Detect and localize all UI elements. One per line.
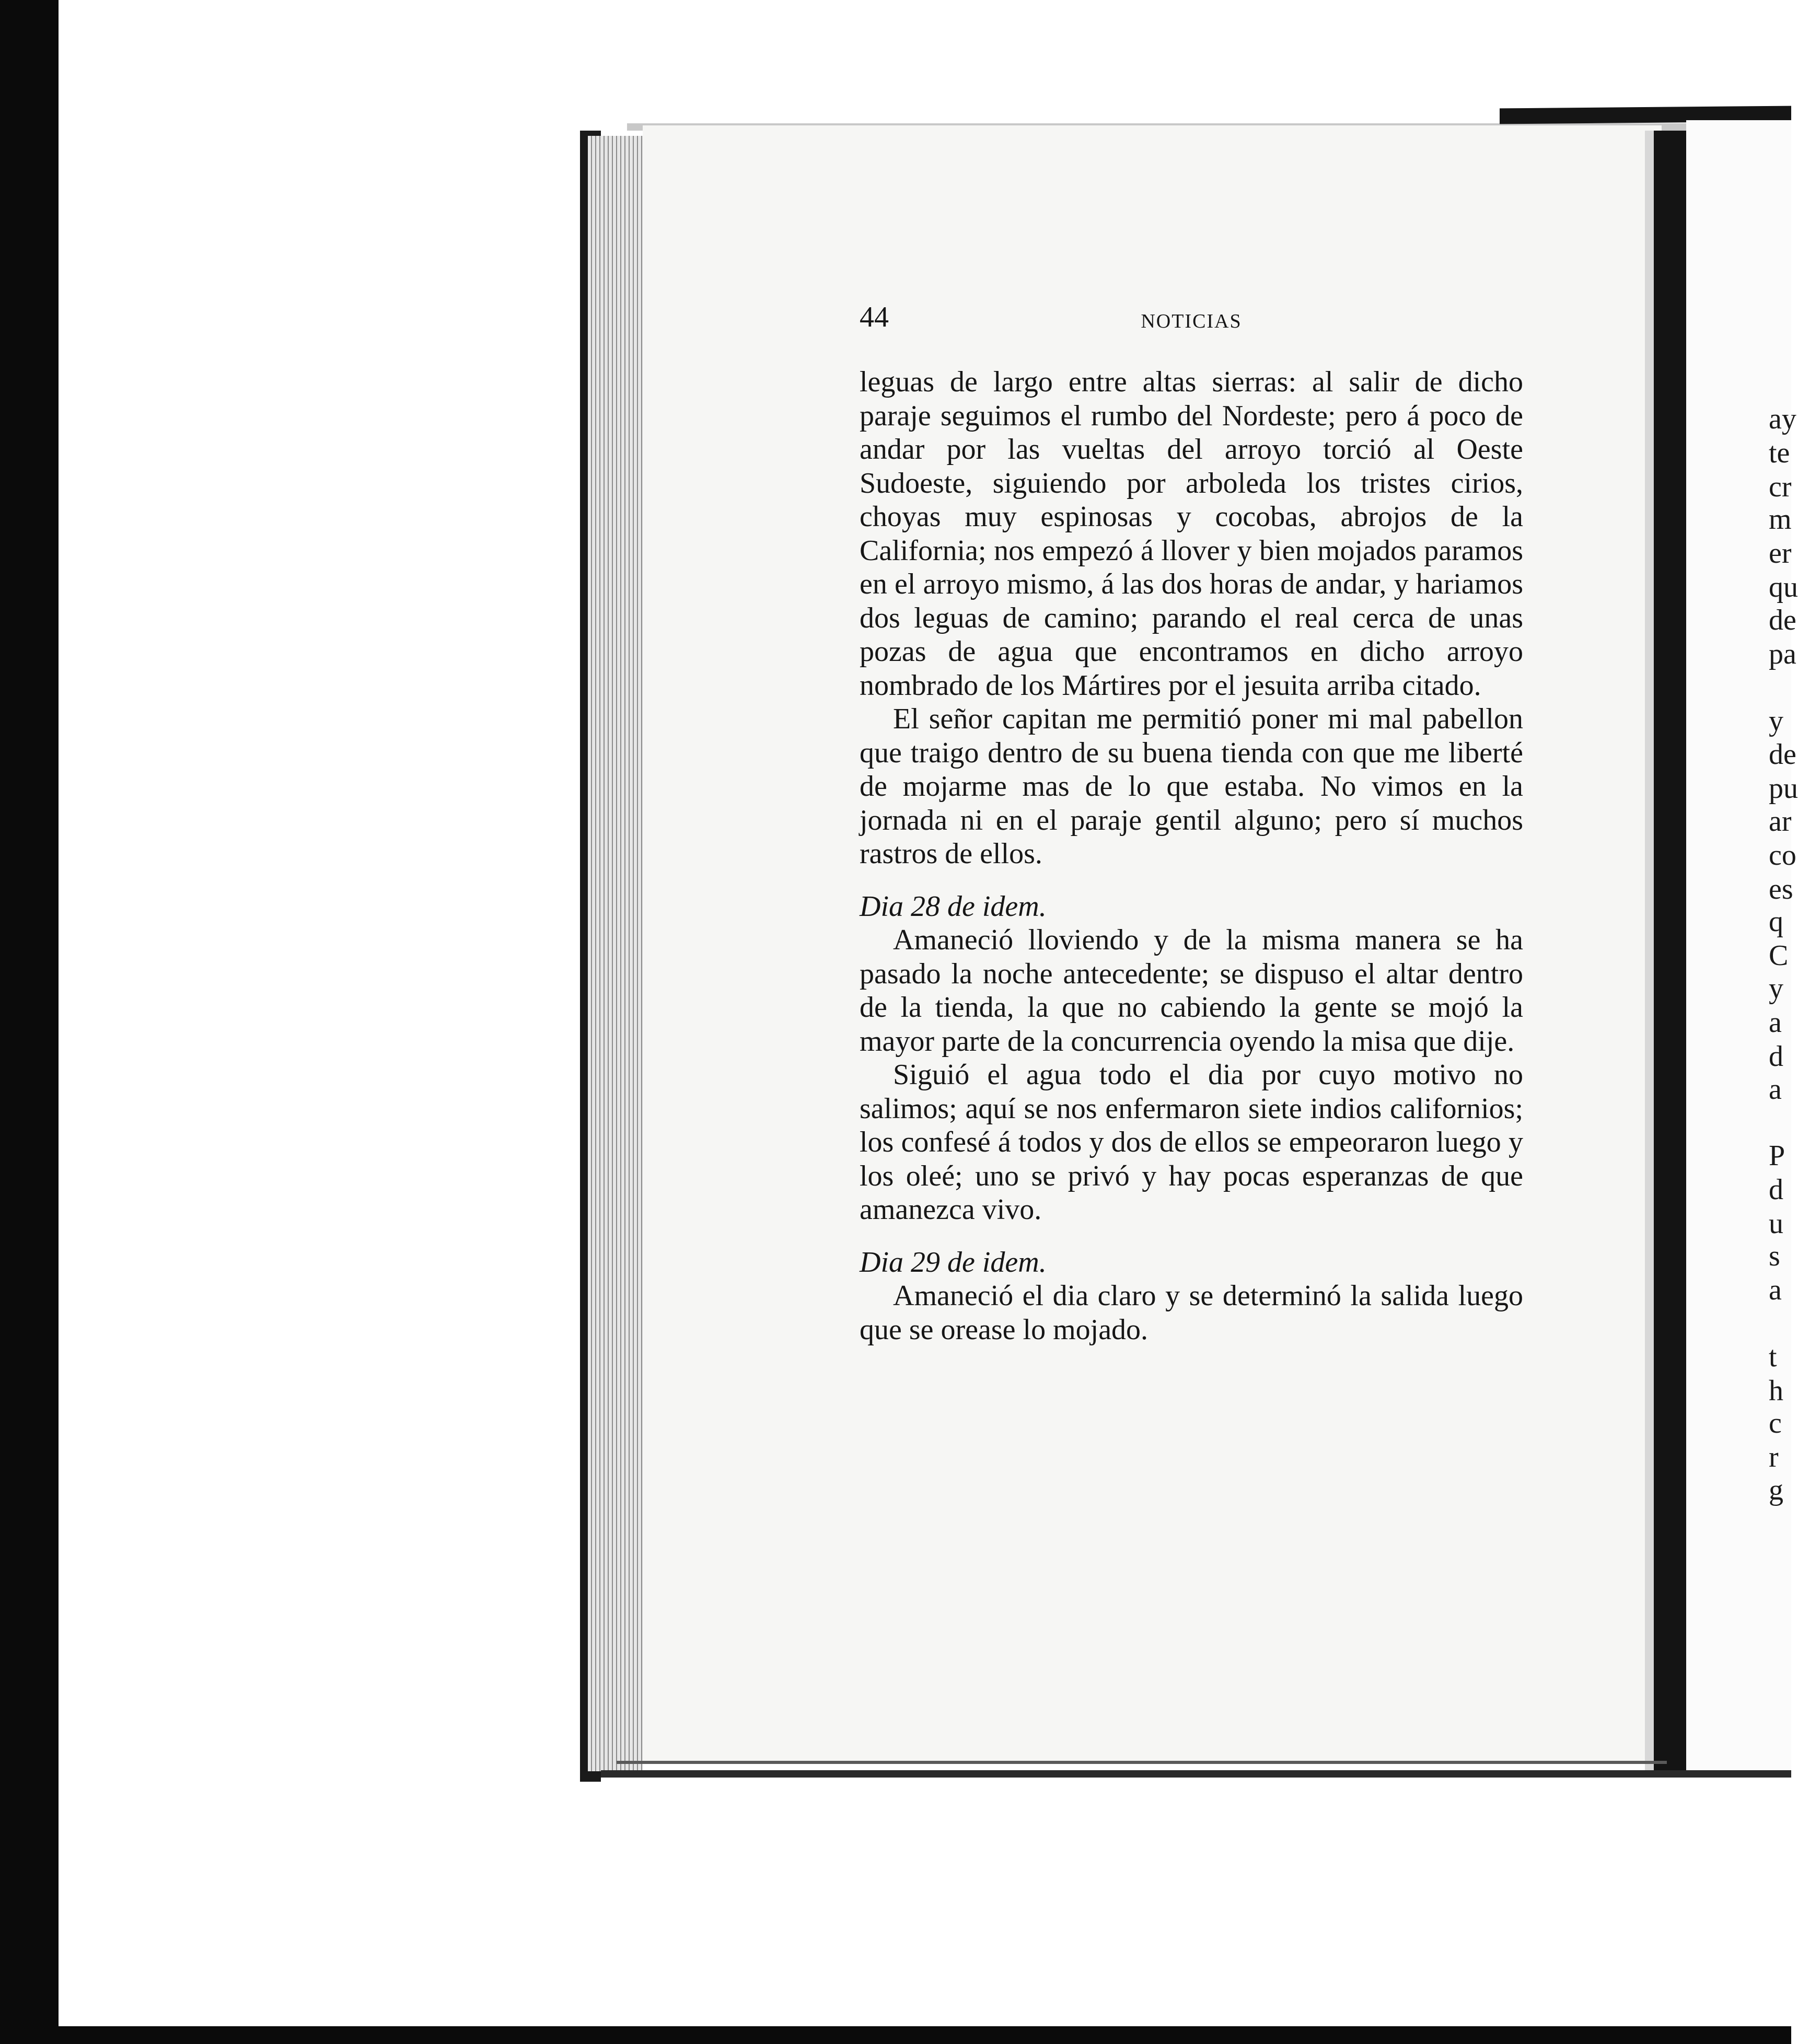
facing-page-fragment: co — [1769, 839, 1796, 872]
facing-page-fragment: ay — [1769, 403, 1796, 435]
facing-page-fragment: h — [1769, 1375, 1783, 1407]
paragraph-2: El señor capitan me permitió poner mi mal pabellon que traigo dentro de su buena tienda con que me liberté de mojarme mas de lo que estaba. No vimos en la jornada ni en el paraje gentil alguno; pero sí muchos rastros de ellos. — [860, 703, 1523, 870]
scan-bottom-border — [0, 2026, 1791, 2044]
facing-page-fragment: pa — [1769, 638, 1796, 670]
facing-page-fragment: m — [1769, 503, 1792, 536]
facing-page-fragment: de — [1769, 738, 1796, 771]
running-head-title: NOTICIAS — [1141, 310, 1242, 332]
facing-page-fragment: a — [1769, 1073, 1782, 1106]
facing-page-fragment: d — [1769, 1174, 1783, 1206]
page-text-block — [860, 300, 1523, 1346]
paragraph-1: leguas de largo entre altas sierras: al salir de dicho paraje seguimos el rumbo del Nordeste; pero á poco de andar por las vueltas del arroyo torció al Oeste Sudoeste, siguiendo por arboleda los tristes cirios, choyas muy espinosas y cocobas, abrojos de la California; nos empezó á llover y bien mojados paramos en el arroyo mismo, á las dos horas de andar, y hariamos dos leguas de camino; parando el real cerca de unas pozas de agua que encontramos en dicho arroyo nombrado de los Mártires por el jesuita arriba citado. — [860, 366, 1523, 702]
facing-page-fragment: C — [1769, 939, 1789, 972]
facing-page-fragment: t — [1769, 1341, 1777, 1373]
facing-page-fragment: es — [1769, 873, 1793, 905]
gutter-highlight — [1645, 131, 1654, 1771]
running-head — [860, 300, 1523, 334]
facing-page-fragment: s — [1769, 1240, 1780, 1272]
scan-left-border — [0, 0, 59, 2044]
paragraph-4: Siguió el agua todo el dia por cuyo motivo no salimos; aquí se nos enfermaron siete indios californios; los confesé á todos y dos de ellos se empeoraron luego y los oleé; uno se privó y hay pocas esperanzas de que amanezca vivo. — [860, 1059, 1523, 1226]
paragraph-3: Amaneció lloviendo y de la misma manera se ha pasado la noche antecedente; se dispuso el altar dentro de la tienda, la que no cabiendo la gente se mojó la mayor parte de la concurrencia oyendo la misa que dije. — [860, 924, 1523, 1058]
paragraph-5: Amaneció el dia claro y se determinó la salida luego que se orease lo mojado. — [860, 1280, 1523, 1346]
facing-page-fragment: er — [1769, 537, 1792, 570]
book-gutter — [1654, 131, 1686, 1771]
facing-page-fragment: ar — [1769, 805, 1792, 838]
facing-page-fragment: y — [1769, 705, 1783, 737]
facing-page-fragment: q — [1769, 905, 1783, 938]
facing-page-fragment: de — [1769, 604, 1796, 636]
facing-page-fragment: a — [1769, 1006, 1782, 1039]
day-heading-28: Dia 28 de idem. — [860, 890, 1047, 923]
book-bottom-edge — [601, 1770, 1791, 1778]
facing-page-fragment: te — [1769, 437, 1790, 469]
facing-page-fragment: c — [1769, 1407, 1782, 1439]
facing-page-fragment: g — [1769, 1474, 1783, 1506]
facing-page-fragment: a — [1769, 1274, 1782, 1306]
facing-page-fragment: r — [1769, 1441, 1779, 1473]
facing-page-fragment: pu — [1769, 772, 1798, 805]
book-page-edges — [588, 136, 643, 1771]
facing-page-fragment: u — [1769, 1207, 1783, 1240]
facing-page-fragment: y — [1769, 972, 1783, 1005]
page-number: 44 — [860, 301, 889, 333]
day-heading-29: Dia 29 de idem. — [860, 1246, 1047, 1279]
facing-page-fragment: P — [1769, 1140, 1785, 1172]
facing-page-fragment: qu — [1769, 571, 1798, 603]
facing-page-fragment: d — [1769, 1040, 1783, 1073]
page-bottom-edge — [617, 1761, 1667, 1764]
facing-page-fragment: cr — [1769, 471, 1792, 503]
